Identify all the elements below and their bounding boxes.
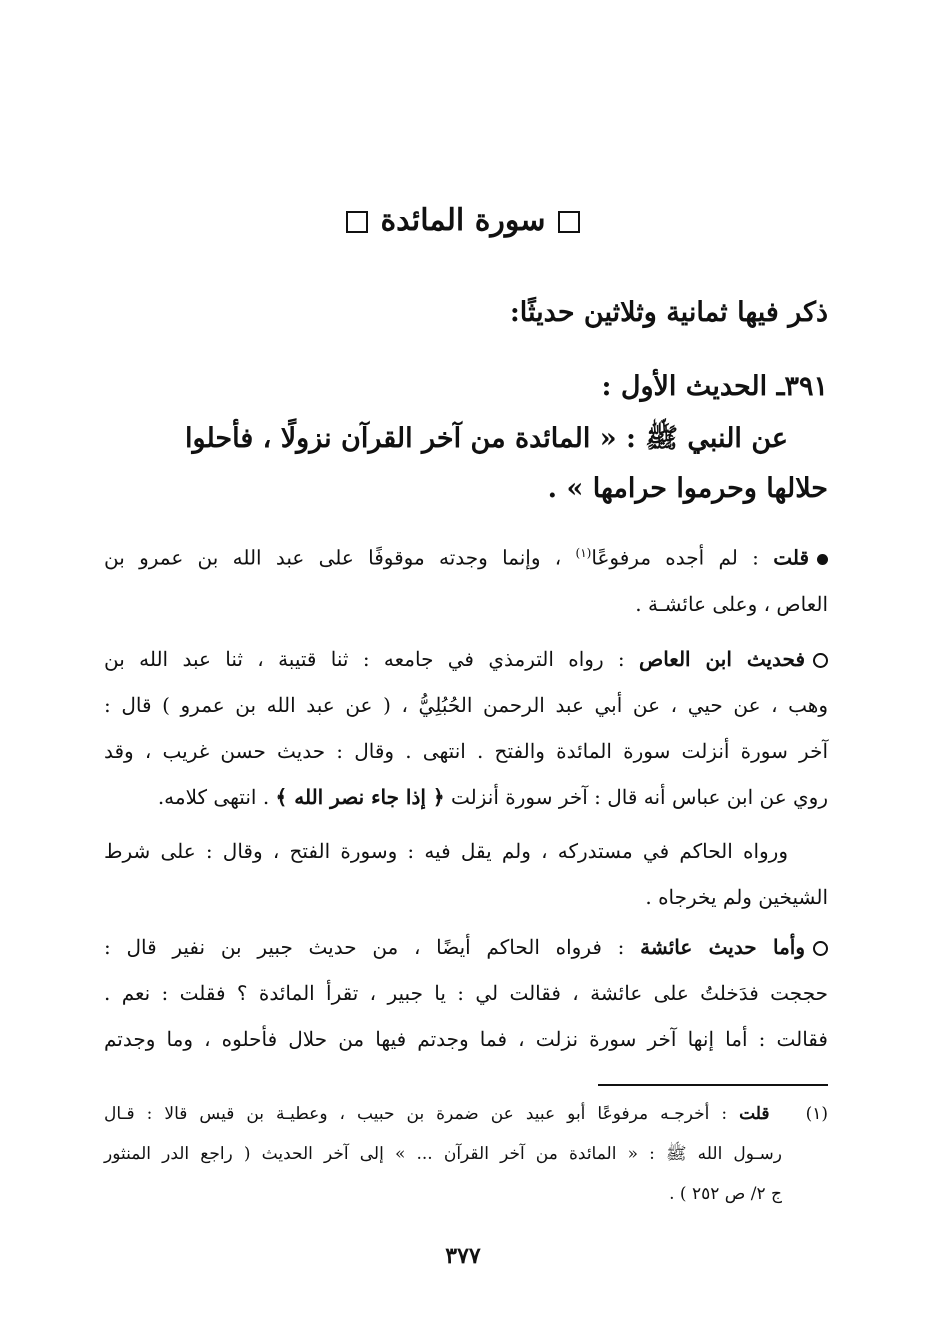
paragraph-line — [104, 530, 828, 581]
circle-bullet-icon — [813, 941, 828, 956]
paragraph-line: ورواه الحاكم في مستدركه ، ولم يقل فيه : وسورة الفتح ، وقال : على شرط — [104, 839, 788, 863]
paragraph-line: الشيخين ولم يخرجاه . — [645, 885, 828, 909]
paragraph-line: حججت فدَخلتُ على عائشة ، فقالت لي : يا جبير ، تقرأ المائدة ؟ فقلت : نعم . — [104, 981, 828, 1005]
paragraph-aisha — [104, 924, 828, 1062]
hadith-line-1: عن النبي ﷺ : « المائدة من آخر القرآن نزولًا ، فأحلوا — [185, 423, 788, 454]
footnote-line — [104, 1094, 828, 1134]
square-ornament-icon — [558, 211, 580, 233]
paragraph-hakim — [104, 828, 828, 920]
paragraph-line: آخر سورة أنزلت سورة المائدة والفتح . انتهى . وقال : حديث حسن غريب ، وقد — [104, 739, 828, 763]
paragraph-text: : فرواه الحاكم أيضًا ، من حديث جبير بن نفير قال : — [104, 935, 625, 959]
surah-title — [0, 196, 926, 246]
paragraph-line — [104, 924, 828, 970]
square-ornament-icon — [346, 211, 368, 233]
page-number: ٣٧٧ — [445, 1243, 481, 1269]
footnote-line: ج ٢/ ص ٢٥٢ ) . — [669, 1184, 782, 1204]
paragraph-label: وأما حديث عائشة — [640, 935, 806, 959]
paragraph-text: . انتهى كلامه. — [157, 785, 270, 809]
quran-quote: ﴿ إذا جاء نصر الله ﴾ — [275, 785, 445, 809]
footnote-text: : أخرجـه مرفوعًا أبو عبيد عن ضمرة بن حبيب ، وعطيـة بن قيس قالا : قـال — [104, 1104, 728, 1124]
paragraph-line — [104, 636, 828, 682]
hadith-line-2: حلالها وحرموا حرامها » . — [547, 473, 828, 504]
footnote-marker: (١) — [805, 1104, 829, 1124]
paragraph-line: العاص ، وعلى عائشـة . — [635, 591, 828, 616]
footnote-divider — [598, 1084, 828, 1086]
paragraph-ibn-al-as — [104, 636, 828, 820]
paragraph-label: قلت — [773, 545, 810, 570]
hadith-heading: ٣٩١ـ الحديث الأول : — [601, 371, 828, 402]
paragraph-line — [104, 774, 828, 820]
hadith-text — [104, 414, 828, 514]
footnote-reference[interactable]: (١) — [575, 546, 592, 560]
paragraph-label: فحديث ابن العاص — [639, 647, 806, 671]
bullet-icon — [817, 554, 828, 565]
chapter-intro: ذكر فيها ثمانية وثلاثين حديثًا: — [509, 297, 828, 328]
paragraph-text: روي عن ابن عباس أنه قال : آخر سورة أنزلت — [450, 785, 828, 809]
paragraph-line: وهب ، عن حيي ، عن أبي عبد الرحمن الحُبُلِيُّ ، ( عن عبد الله بن عمرو ) قال : — [104, 693, 828, 717]
paragraph-qultu — [104, 530, 828, 627]
footnote-label: قلت — [739, 1104, 770, 1124]
paragraph-text: : رواه الترمذي في جامعه : ثنا قتيبة ، ثنا عبد الله بن — [104, 647, 625, 671]
paragraph-text: : لم أجده مرفوعًا — [591, 545, 759, 570]
footnote-line: رسـول الله ﷺ : « المائدة من آخر القرآن ... » إلى آخر الحديث ( راجع الدر المنثور — [104, 1144, 782, 1164]
paragraph-text: ، وإنما وجدته موقوفًا على عبد الله بن عمرو بن — [104, 545, 562, 570]
circle-bullet-icon — [813, 653, 828, 668]
surah-title-text: سورة المائدة — [380, 203, 546, 238]
footnote — [104, 1094, 828, 1214]
paragraph-line: فقالت : أما إنها آخر سورة نزلت ، فما وجدتم فيها من حلال فأحلوه ، وما وجدتم — [104, 1027, 828, 1051]
